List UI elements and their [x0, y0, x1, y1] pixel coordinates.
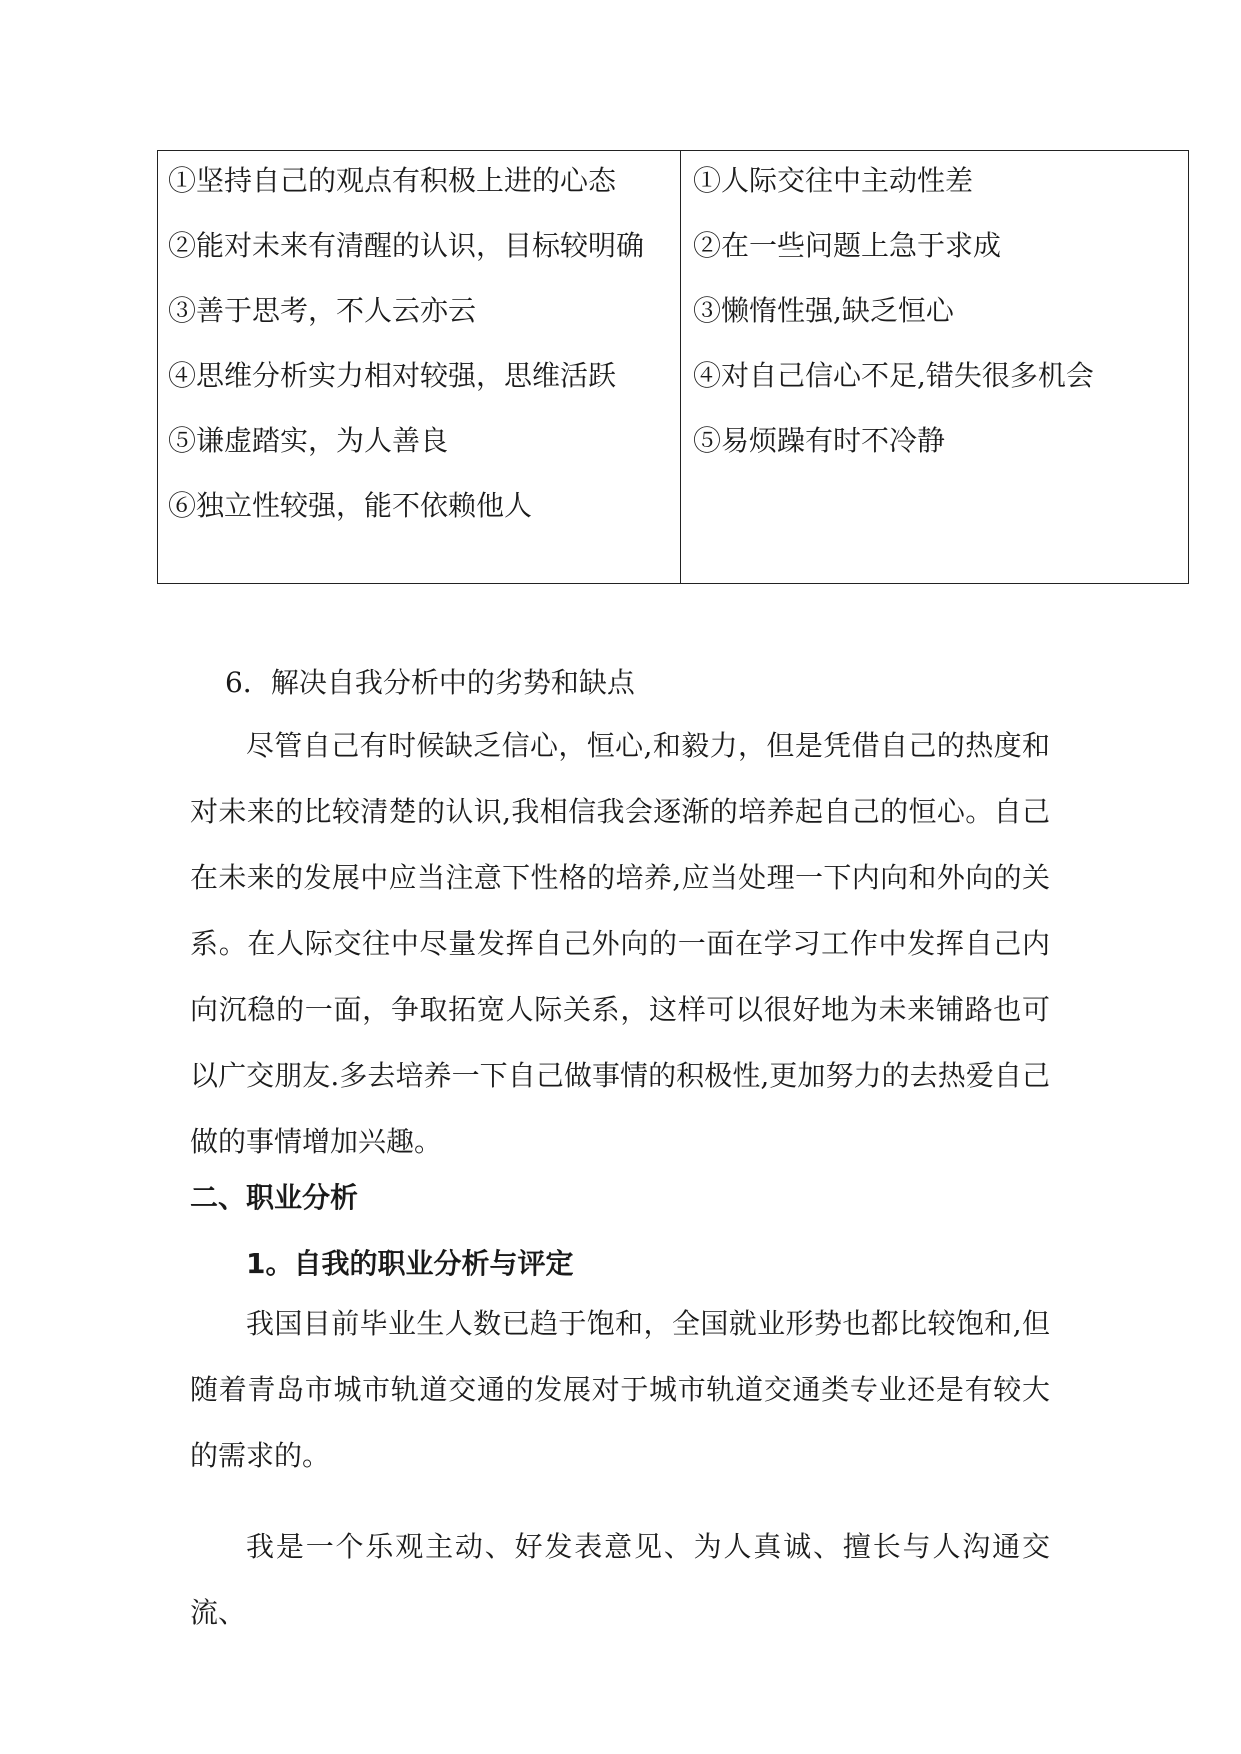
- strength-item: ④思维分析实力相对较强，思维活跃: [168, 359, 617, 392]
- career-paragraph-self: 我是一个乐观主动、好发表意见、为人真诚、擅长与人沟通交流、: [190, 1530, 1050, 1629]
- strength-item: ⑥独立性较强，能不依赖他人: [168, 489, 533, 522]
- strengths-weaknesses-table: [157, 150, 1189, 584]
- weakness-item: ①人际交往中主动性差: [693, 164, 974, 197]
- career-analysis-heading: 二、职业分析: [190, 1181, 359, 1214]
- weakness-item: ④对自己信心不足,错失很多机会: [693, 359, 1094, 392]
- strength-item: ③善于思考，不人云亦云: [168, 294, 477, 327]
- weakness-item: ⑤易烦躁有时不冷静: [693, 424, 946, 457]
- career-assessment-subheading: 1。自我的职业分析与评定: [246, 1247, 574, 1280]
- career-paragraph-employment: 我国目前毕业生人数已趋于饱和，全国就业形势也都比较饱和,但随着青岛市城市轨道交通的发展对于城市轨道交通类专业还是有较大的需求的。: [190, 1307, 1050, 1472]
- weakness-item: ③懒惰性强,缺乏恒心: [693, 294, 954, 327]
- strength-item: ②能对未来有清醒的认识，目标较明确: [168, 229, 645, 262]
- strength-item: ①坚持自己的观点有积极上进的心态: [168, 164, 617, 197]
- section-6-paragraph: 尽管自己有时候缺乏信心，恒心,和毅力，但是凭借自己的热度和对未来的比较清楚的认识,我相信我会逐渐的培养起自己的恒心。自己在未来的发展中应当注意下性格的培养,应当处理一下内向和外向的关系。在人际交往中尽量发挥自己外向的一面在学习工作中发挥自己内向沉稳的一面，争取拓宽人际关系，这样可以很好地为未来铺路也可以广交朋友.多去培养一下自己做事情的积极性,更加努力的去热爱自己做的事情增加兴趣。: [190, 729, 1050, 1158]
- weakness-item: ②在一些问题上急于求成: [693, 229, 1002, 262]
- section-6-heading: 6．解决自我分析中的劣势和缺点: [225, 666, 635, 699]
- weaknesses-column: [681, 151, 1188, 583]
- strengths-column: [158, 151, 681, 583]
- strength-item: ⑤谦虚踏实，为人善良: [168, 424, 449, 457]
